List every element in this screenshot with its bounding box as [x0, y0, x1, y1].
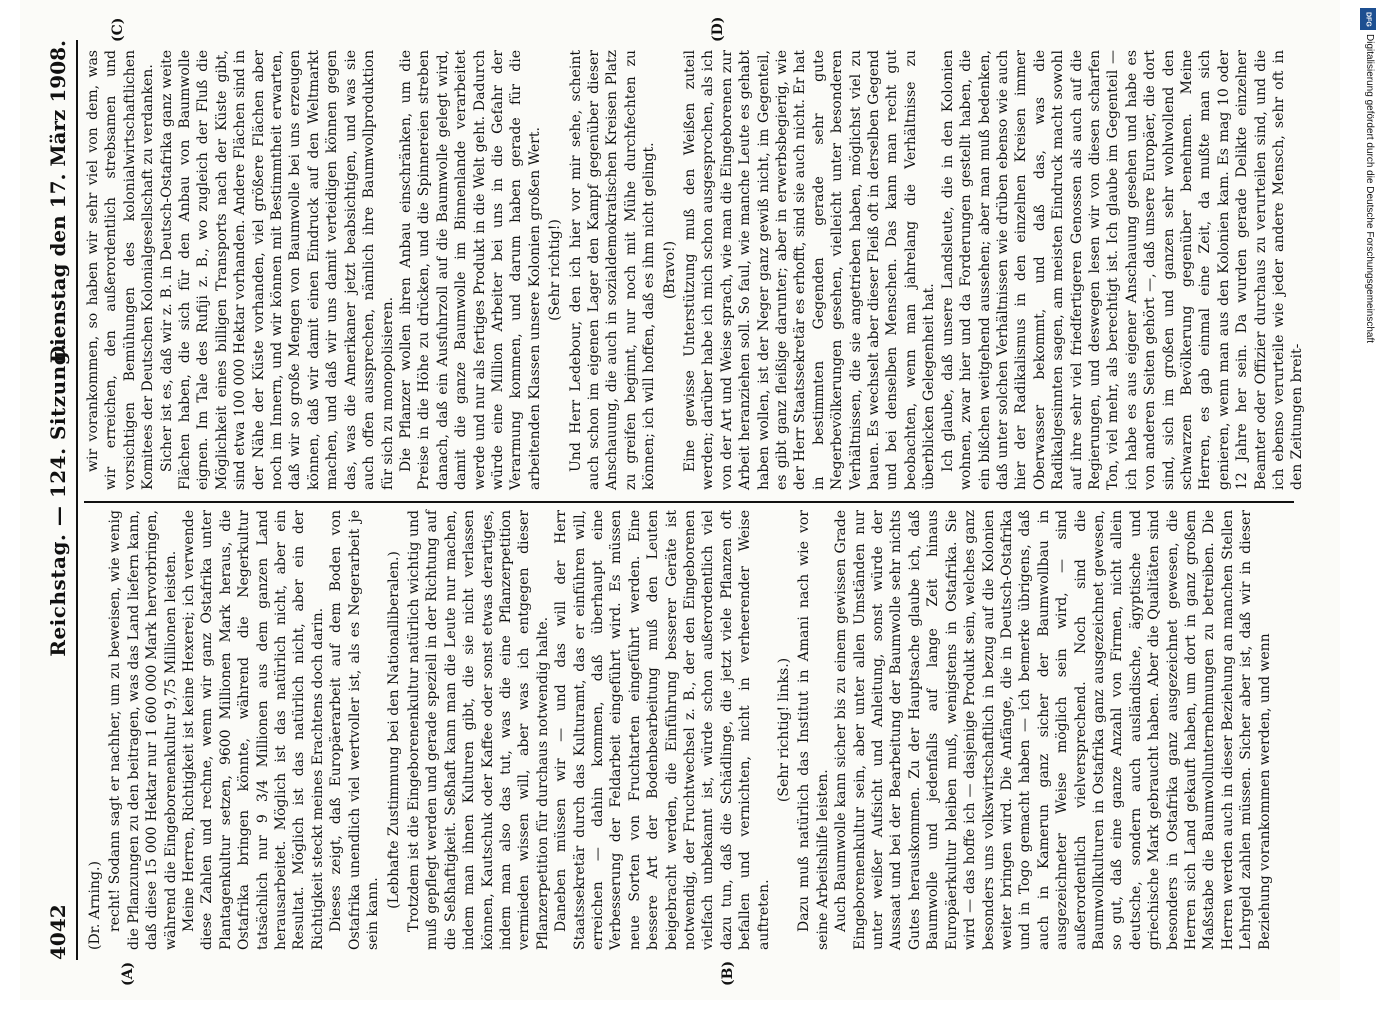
- paragraph: Eine gewisse Unterstützung muß den Weißen zuteil werden; darüber habe ich mich schon ausgesprochen, als ich von der Art und Weise sprach, wie man die Eingeborenen zur Arbeit heranziehen soll. So faul, wie manche Leute es gehabt haben wollen, ist der Neger ganz gewiß nicht, im Gegenteil, es gibt ganz fleißige darunter; aber in erwerbsbegierig, wie der Herr Staatssekretär es erhofft, sind sie auch nicht. Er hat in bestimmten Gegenden gerade sehr gute Negerbevölkerungen gesehen, vielleicht unter besonderen Verhältnissen, die sie angetrieben haben, möglichst viel zu bauen. Es wechselt aber dieser Fleiß oft in derselben Gegend und bei denselben Menschen. Das kann man recht gut beobachten, wenn man jahrelang die Verhältnisse zu überblicken Gelegenheit hat.: [682, 50, 938, 490]
- left-column: [84, 510, 1294, 950]
- running-title: Reichstag. — 124. Sitzung.: [46, 343, 70, 657]
- paragraph: Dieses zeigt, daß Europäerarbeit auf dem Boden von Ostafrika unendlich viel wertvoller ist, als es Negerarbeit je sein kann.: [328, 510, 382, 950]
- margin-marker-d: (D): [710, 16, 726, 42]
- speaker-name: (Dr. Arning.): [87, 861, 103, 950]
- session-date: Dienstag den 17. März 1908.: [46, 40, 70, 364]
- column-divider: [84, 501, 1294, 503]
- page-number: 4042: [46, 904, 70, 960]
- paragraph: Trotzdem ist die Eingeborenenkultur natürlich wichtig und muß gepflegt werden und gerade speziell in der Richtung auf die Seßhaftigkeit. Seßhaft kann man die Leute nur machen, indem man ihnen Kulturen gibt, die sie nicht verlassen können, Kautschuk oder Kaffee oder sonst etwas derartiges, indem man also das tut, was die eine Pflanzerpetition vermieden wissen will, aber was ich entgegen dieser Pflanzerpetition für durchaus notwendig halte.: [405, 510, 551, 950]
- dfg-logo: DFG: [1360, 8, 1376, 30]
- margin-marker-c: (C): [110, 17, 126, 42]
- paragraph: Meine Herren, Richtigkeit ist keine Hexerei; ich verwende diese Zahlen und rechne, wenn wir ganz Ostafrika unter Plantagenkultur setzen, 9600 Millionen Mark heraus, die Ostafrika bringen könnte, während die Negerkultur tatsächlich nur 9 3/4 Millionen aus dem ganzen Land herausarbeitet. Möglich ist das natürlich nicht, aber ein Resultat. Möglich ist das natürlich nicht, aber ein der Richtigkeit steckt meines Erachtens doch darin.: [181, 510, 326, 950]
- page-header: [38, 40, 78, 960]
- right-column: [84, 50, 1306, 490]
- paragraph: Auch Baumwolle kann sicher bis zu einem gewissen Grade Eingeborenenkultur sein, aber unter allen Umständen nur unter weißer Aufsicht und Anleitung, sonst würde der Aussaat und bei der Bearbeitung der Baumwolle sehr nichts Gutes herauskommen. Zu der Hauptsache glaube ich, daß Baumwolle und jedenfalls auf lange Zeit hinaus Europäerkultur bleiben muß, wenigstens in Ostafrika. Sie wird — das hoffe ich — dasjenige Produkt sein, welches ganz besonders uns volkswirtschaftlich in bezug auf die Kolonien weiter bringen wird. Die Anfänge, die in Deutsch-Ostafrika und in Togo gemacht haben — ich bemerke übrigens, daß auch in Kamerun ganz sicher der Baumwollbau in ausgezeichneter Weise möglich sein wird, — sind außerordentlich vielversprechend. Noch sind die Baumwollkulturen in Ostafrika ganz ausgezeichnet gewesen, so gut, daß eine ganze Anzahl von Firmen, nicht allein deutsche, sondern auch ausländische, ägyptische und griechische Mark gebraucht haben. Aber die Qualitäten sind besonders in Ostafrika ganz ausgezeichnet gewesen, die Herren sich Land gekauft haben, um dort in ganz großem Maßstabe die Baumwollunternehmungen zu betreiben. Die Herren werden auch in dieser Beziehung an manchen Stellen Lehrgeld zahlen müssen. Sicher aber ist, daß wir in dieser Beziehung vorankommen werden, und wenn: [833, 510, 1273, 950]
- credit-text: Digitalisierung gefördert durch die Deutsche Forschungsgemeinschaft: [1364, 34, 1375, 344]
- paragraph: Sicher ist es, daß wir z. B. in Deutsch-Ostafrika ganz weite Flächen haben, die sich für den Anbau von Baumwolle eignen. Im Tale des Rufiji z. B., wo zugleich der Fluß die Möglichkeit eines billigen Transports nach der Küste gibt, sind etwa 100 000 Hektar vorhanden. Andere Flächen sind in der Nähe der Küste vorhanden, viel größere Flächen aber noch im Innern, und wir können mit Bestimmtheit erwarten, daß wir so große Mengen von Baumwolle bei uns erzeugen können, daß wir damit einen Eindruck auf den Weltmarkt machen, und daß wir uns damit verteidigen können gegen das, was die Amerikaner jetzt beabsichtigen, und was sie auch offen aussprechen, nämlich ihre Baumwollproduktion für sich zu monopolisieren.: [158, 50, 396, 490]
- paragraph: recht! Sodann sagt er nachher, um zu beweisen, wie wenig die Pflanzungen zu den beitragen, was das Land liefern kann, daß diese 15 000 Hektar nur 1 600 000 Mark hervorbringen, während die Eingeborenenkultur 9,75 Millionen leisten.: [107, 510, 179, 950]
- paragraph: Daneben müssen wir — und das will der Herr Staatssekretär durch das Kulturamt, das er einführen will, erreichen — dahin kommen, daß überhaupt eine Verbesserung der Feldarbeit eingeführt wird. Es müssen neue Sorten von Fruchtarten eingeführt werden. Eine bessere Art der Bodenbearbeitung muß den Leuten beigebracht werden, die Einführung besserer Geräte ist notwendig, der Fruchtwechsel z. B., der den Eingeborenen vielfach unbekannt ist, würde schon außerordentlich viel dazu tun, daß die Schädlinge, die jetzt viele Pflanzen oft befallen und vernichten, nicht in verheerender Weise auftreten.: [553, 510, 772, 950]
- header-rule: [76, 40, 78, 960]
- paragraph: Dazu muß natürlich das Institut in Amani nach wie vor seine Arbeitshilfe leisten.: [796, 510, 831, 950]
- interjection: (Lebhafte Zustimmung bei den Nationalliberalen.): [385, 551, 402, 909]
- interjection: (Sehr richtig!): [547, 219, 564, 321]
- interjection: (Bravo!): [661, 240, 678, 300]
- rotated-page: [20, 0, 1340, 1000]
- paragraph: Ich glaube, daß unsere Landsleute, die in den Kolonien wohnen, zwar hier und da Forderungen gestellt haben, die ein bißchen weitgehend aussehen; aber man muß bedenken, daß unter solchen Verhältnissen wie drüben ebenso wie auch hier der Radikalismus in den einzelnen Kreisen immer Oberwasser bekommt, und daß das, was die Radikalgesinnten sagen, am meisten Eindruck macht sowohl auf ihre sehr viel friedfertigeren Genossen als auch auf die Regierungen, und deswegen lesen wir von diesen scharfen Ton, viel mehr, als berechtigt ist. Ich glaube im Gegenteil — ich habe es aus eigener Anschauung gesehen und habe es von anderen Seiten gehört —, daß unsere Europäer, die dort sind, sich im großen und ganzen sehr wohlwollend den schwarzen Bevölkerung gegenüber benehmen. Meine Herren, es gab einmal eine Zeit, da mußte man sich genieren, wenn man aus den Kolonien kam. Es mag 10 oder 12 Jahre her sein. Da wurden gerade Delikte einzelner Beamter oder Offizier durchaus zu verurteilen sind, und die ich ebenso verurteile wie jeder andere Mensch, sehr oft in den Zeitungen breit-: [939, 50, 1306, 490]
- paragraph: wir vorankommen, so haben wir sehr viel von dem, was wir erreichen, den außerordentlich strebsamen und vorsichtigen Bemühungen des kolonialwirtschaftlichen Komitees der Deutschen Kolonialgesellschaft zu verdanken.: [85, 50, 157, 490]
- margin-marker-a: (A): [120, 961, 136, 986]
- interjection: (Sehr richtig! links.): [776, 657, 793, 803]
- margin-marker-b: (B): [720, 960, 736, 986]
- paragraph: Und Herr Ledebour, den ich hier vor mir sehe, scheint auch schon im eigenen Lager den Kampf gegenüber dieser Anschauung, die auch in sozialdemokratischen Kreisen Platz zu greifen beginnt, nur noch mit Mühe durchfechten zu können; ich will hoffen, daß es ihm nicht gelingt.: [567, 50, 658, 490]
- paragraph: Die Pflanzer wollen ihren Anbau einschränken, um die Preise in die Höhe zu drücken, und die Spinnereien streben danach, daß ein Ausfuhrzoll auf die Baumwolle gelegt wird, damit die ganze Baumwolle im Binnenlande verarbeitet werde und nur als fertiges Produkt in die Welt geht. Dadurch würde eine Million Arbeiter bei uns in die Gefahr der Verarmung kommen, und darum haben gerade für die arbeitenden Klassen unsere Kolonien großen Wert.: [397, 50, 543, 490]
- digitization-credit: [1357, 10, 1377, 990]
